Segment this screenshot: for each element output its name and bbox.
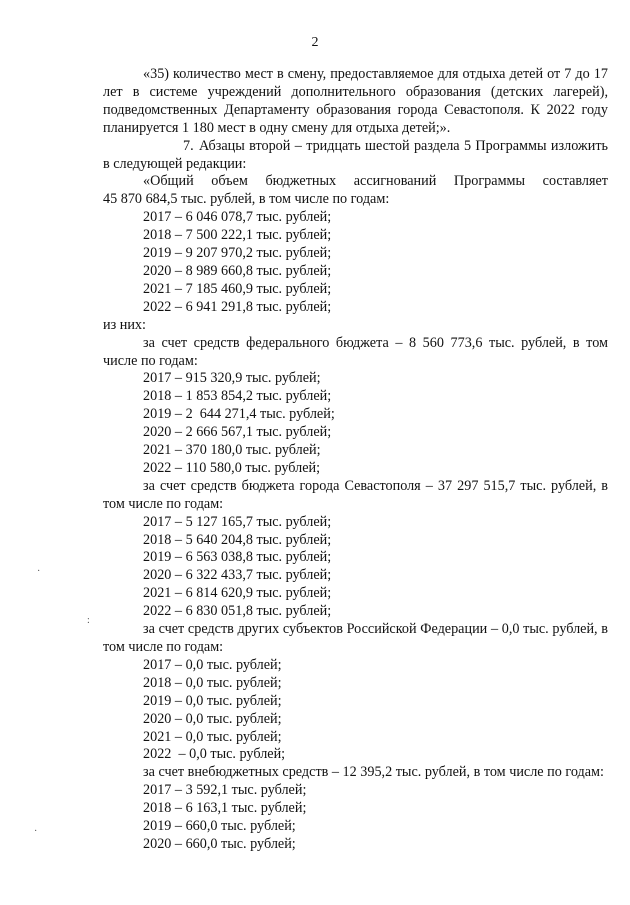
subjects-years-list: [103, 657, 608, 764]
list-item: 2021 – 370 180,0 тыс. рублей;: [143, 442, 321, 459]
list-item: 2018 – 0,0 тыс. рублей;: [143, 674, 282, 691]
total-heading-line2: 45 870 684,5 тыс. рублей, в том числе по годам:: [103, 191, 390, 208]
list-item: 2019 – 9 207 970,2 тыс. рублей;: [143, 245, 332, 262]
list-item: 2020 – 0,0 тыс. рублей;: [143, 710, 282, 727]
extra-budget-heading: за счет внебюджетных средств – 12 395,2 тыс. рублей, в том числе по годам:: [143, 764, 604, 781]
list-item: 2021 – 0,0 тыс. рублей;: [143, 728, 282, 745]
list-item: 2022 – 6 830 051,8 тыс. рублей;: [143, 603, 332, 620]
list-item: 2017 – 3 592,1 тыс. рублей;: [143, 782, 307, 799]
document-body: [103, 66, 608, 854]
list-item: 2019 – 2 644 271,4 тыс. рублей;: [143, 406, 335, 423]
city-heading: за счет средств бюджета города Севастополя – 37 297 515,7 тыс. рублей, в том числе по годам:: [103, 477, 608, 512]
list-item: 2020 – 2 666 567,1 тыс. рублей;: [143, 424, 332, 441]
list-item: 2020 – 660,0 тыс. рублей;: [143, 835, 296, 852]
list-item: 2020 – 6 322 433,7 тыс. рублей;: [143, 567, 332, 584]
item-35-paragraph: «35) количество мест в смену, предоставляемое для отдыха детей от 7 до 17 лет в системе учреждений дополнительного образования (детских лагерей), подведомственных Департаменту образования города Севастополя. К 2022 году планируется 1 180 мест в одну смену для отдыха детей;».: [103, 66, 608, 136]
list-item: 2017 – 6 046 078,7 тыс. рублей;: [143, 209, 332, 226]
scan-mark: ·: [34, 826, 38, 837]
list-item: 2021 – 7 185 460,9 тыс. рублей;: [143, 280, 332, 297]
of-them-label: из них:: [103, 316, 146, 333]
total-years-list: [103, 209, 608, 316]
item-7-number: 7.: [183, 137, 194, 154]
federal-years-list: [103, 370, 608, 477]
city-years-list: [103, 514, 608, 621]
list-item: 2019 – 0,0 тыс. рублей;: [143, 692, 282, 709]
list-item: 2018 – 7 500 222,1 тыс. рублей;: [143, 227, 332, 244]
total-heading-line1: «Общий объем бюджетных ассигнований Программы составляет: [143, 173, 608, 190]
list-item: 2022 – 0,0 тыс. рублей;: [143, 746, 286, 763]
scan-mark: ·: [37, 566, 41, 577]
list-item: 2017 – 0,0 тыс. рублей;: [143, 656, 282, 673]
item-7-text: Абзацы второй – тридцать шестой раздела 5 Программы изложить в следующей редакции:: [103, 137, 608, 172]
list-item: 2017 – 915 320,9 тыс. рублей;: [143, 370, 321, 387]
list-item: 2019 – 660,0 тыс. рублей;: [143, 818, 296, 835]
list-item: 2020 – 8 989 660,8 тыс. рублей;: [143, 262, 332, 279]
subjects-heading: за счет средств других субъектов Российской Федерации – 0,0 тыс. рублей, в том числе по годам:: [103, 621, 608, 655]
extra-years-list: [103, 782, 608, 854]
list-item: 2021 – 6 814 620,9 тыс. рублей;: [143, 585, 332, 602]
list-item: 2018 – 6 163,1 тыс. рублей;: [143, 800, 307, 817]
item-7-paragraph: [103, 138, 608, 174]
page-number: 2: [311, 35, 319, 50]
list-item: 2017 – 5 127 165,7 тыс. рублей;: [143, 513, 332, 530]
federal-heading: за счет средств федерального бюджета – 8 560 773,6 тыс. рублей, в том числе по годам:: [103, 334, 608, 369]
scan-mark: :: [87, 615, 90, 626]
list-item: 2018 – 1 853 854,2 тыс. рублей;: [143, 388, 332, 405]
list-item: 2022 – 110 580,0 тыс. рублей;: [143, 459, 321, 476]
list-item: 2019 – 6 563 038,8 тыс. рублей;: [143, 549, 332, 566]
list-item: 2022 – 6 941 291,8 тыс. рублей;: [143, 298, 332, 315]
list-item: 2018 – 5 640 204,8 тыс. рублей;: [143, 531, 332, 548]
